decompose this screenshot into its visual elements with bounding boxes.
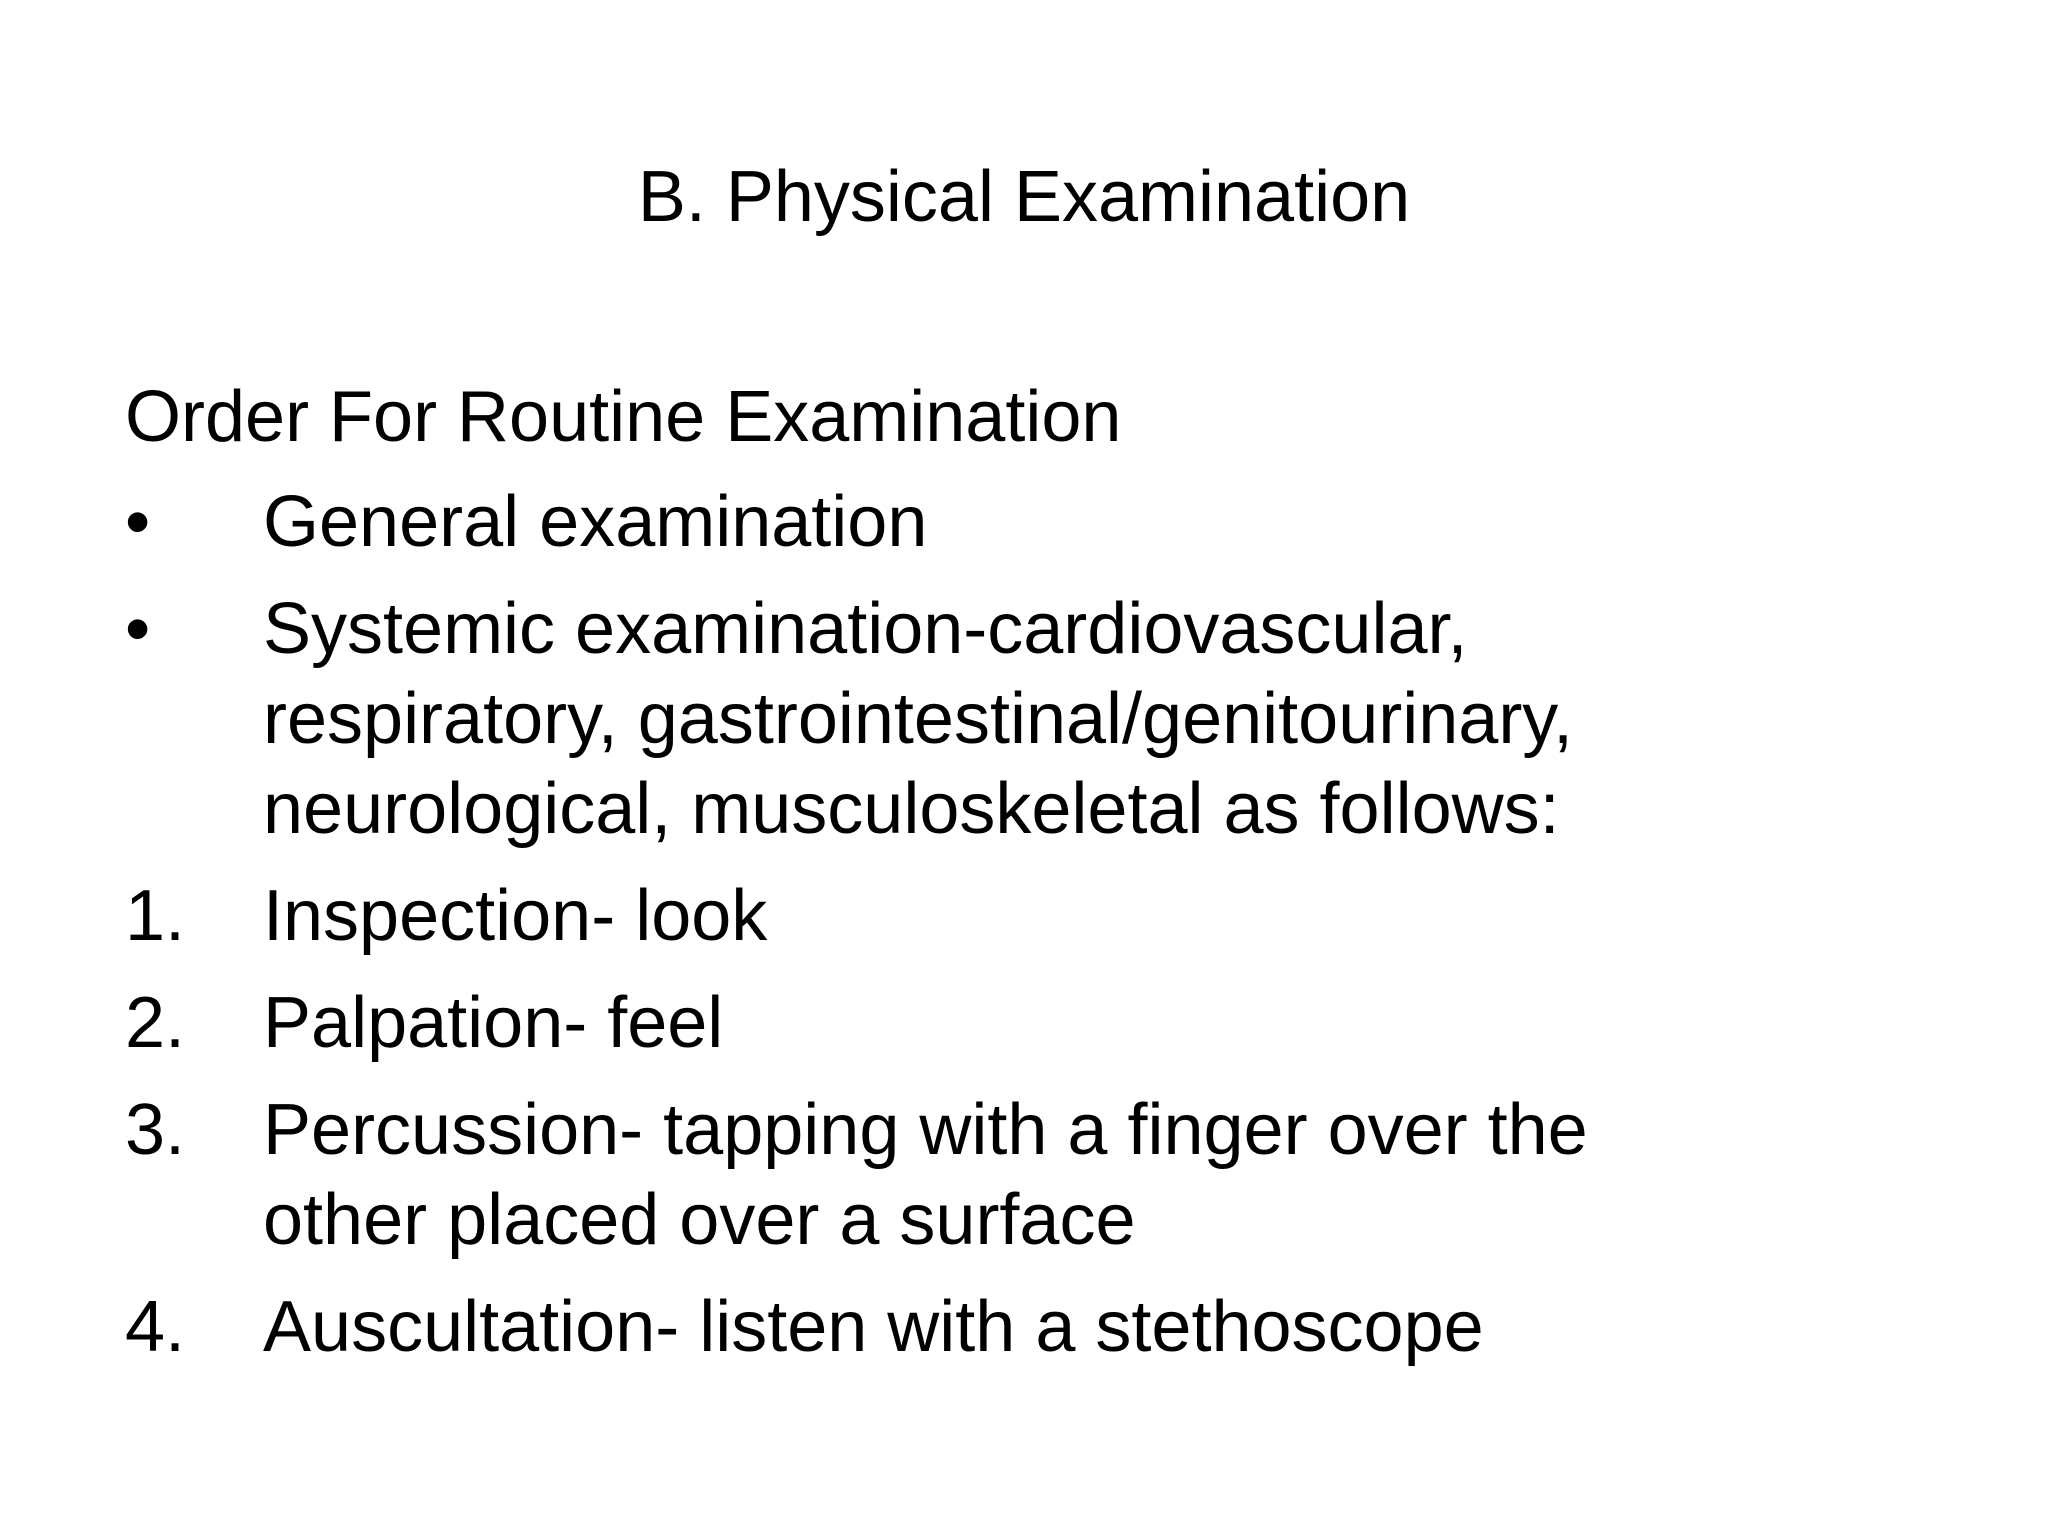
step-item [125,1282,1975,1372]
bullet-text [263,477,1975,567]
step-line: Percussion- tapping with a finger over the [263,1090,1588,1170]
step-text [263,871,1975,961]
step-line: other placed over a surface [263,1180,1136,1260]
bullet-line: neurological, musculoskeletal as follows: [263,769,1560,849]
step-number: 4. [125,1287,186,1367]
slide-content [125,372,1975,1389]
bullet-item [125,584,1975,854]
step-number: 1. [125,876,186,956]
bullet-marker: • [125,482,151,562]
bullet-line: General examination [263,482,928,562]
bullet-text [263,584,1975,854]
step-number: 2. [125,983,186,1063]
step-item [125,871,1975,961]
step-line: Inspection- look [263,876,768,956]
bullet-item [125,477,1975,567]
bullet-line: respiratory, gastrointestinal/genitourinary, [263,679,1573,759]
bullet-line: Systemic examination-cardiovascular, [263,589,1468,669]
slide-title: B. Physical Examination [637,157,1411,237]
step-line: Auscultation- listen with a stethoscope [263,1287,1484,1367]
step-item [125,1085,1975,1265]
step-line: Palpation- feel [263,983,724,1063]
step-text [263,1085,1975,1265]
step-item [125,978,1975,1068]
step-text [263,978,1975,1068]
subheading: Order For Routine Examination [125,377,1122,457]
step-text [263,1282,1975,1372]
step-number: 3. [125,1090,186,1170]
bullet-marker: • [125,589,151,669]
